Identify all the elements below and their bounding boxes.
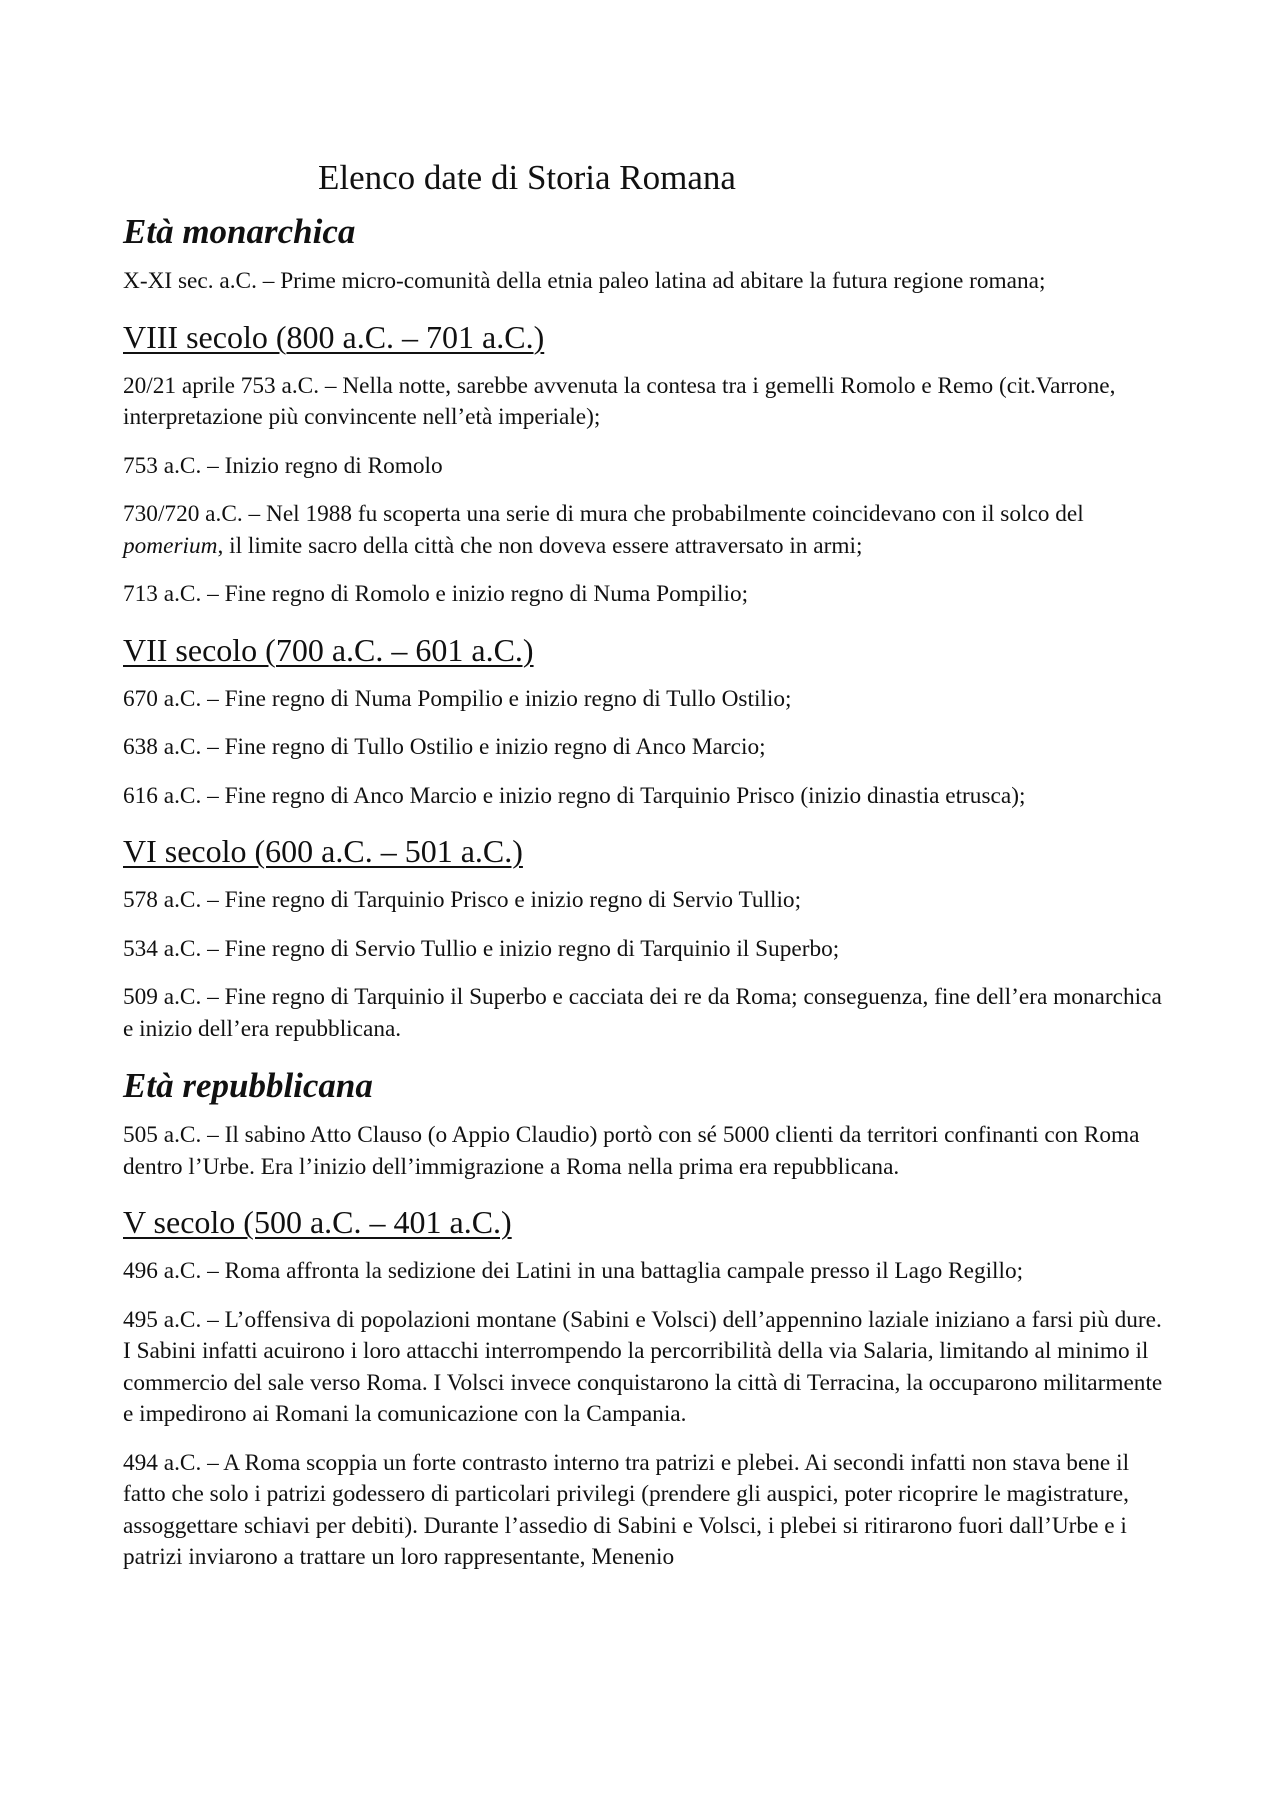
section-heading-monarchica: Età monarchica: [123, 212, 356, 251]
entry-509: 509 a.C. – Fine regno di Tarquinio il Superbo e cacciata dei re da Roma; conseguenza, fine dell’era monarchica e inizio dell’era repubblicana.: [123, 984, 1162, 1042]
entry-730-720: [123, 499, 1163, 562]
century-heading-viii: VIII secolo (800 a.C. – 701 a.C.): [123, 318, 545, 355]
entry-713: 713 a.C. – Fine regno di Romolo e inizio regno di Numa Pompilio;: [123, 581, 749, 607]
entry-730-720-pomerium: pomerium: [123, 532, 218, 559]
entry-616: 616 a.C. – Fine regno di Anco Marcio e inizio regno di Tarquinio Prisco (inizio dinastia etrusca);: [123, 782, 1026, 809]
entry-638: 638 a.C. – Fine regno di Tullo Ostilio e inizio regno di Anco Marcio;: [123, 734, 766, 760]
entry-496: 496 a.C. – Roma affronta la sedizione dei Latini in una battaglia campale presso il Lago Regillo;: [123, 1258, 1024, 1284]
document-title: Elenco date di Storia Romana: [318, 158, 736, 197]
entry-753: 753 a.C. – Inizio regno di Romolo: [123, 452, 443, 479]
entry-670: 670 a.C. – Fine regno di Numa Pompilio e inizio regno di Tullo Ostilio;: [123, 685, 792, 712]
century-heading-v: V secolo (500 a.C. – 401 a.C.): [123, 1204, 512, 1240]
entry-494: 494 a.C. – A Roma scoppia un forte contrasto interno tra patrizi e plebei. Ai secondi infatti non stava bene il fatto che solo i patrizi godessero di particolari privilegi (prendere gli auspici, poter ricoprire le magistrature, assoggettare schiavi per debiti). Durante l’assedio di Sabini e Volsci, i plebei si ritirarono fuori dall’Urbe e i patrizi inviarono a trattare un loro rappresentante, Menenio: [123, 1449, 1130, 1570]
entry-534: 534 a.C. – Fine regno di Servio Tullio e inizio regno di Tarquinio il Superbo;: [123, 935, 840, 962]
document-page: [123, 150, 1163, 1591]
entry-505: 505 a.C. – Il sabino Atto Clauso (o Appio Claudio) portò con sé 5000 clienti da territori confinanti con Roma dentro l’Urbe. Era l’inizio dell’immigrazione a Roma nella prima era repubblicana.: [123, 1122, 1140, 1180]
entry-730-720-part2: , il limite sacro della città che non doveva essere attraversato in armi;: [217, 532, 863, 559]
section-heading-repubblicana: Età repubblicana: [123, 1066, 373, 1105]
entry-753-aprile: 20/21 aprile 753 a.C. – Nella notte, sarebbe avvenuta la contesa tra i gemelli Romolo e Remo (cit.Varrone, interpretazione più convincente nell’età imperiale);: [123, 372, 1116, 430]
entry-578: 578 a.C. – Fine regno di Tarquinio Prisco e inizio regno di Servio Tullio;: [123, 887, 802, 913]
entry-x-xi-sec: X-XI sec. a.C. – Prime micro-comunità della etnia paleo latina ad abitare la futura regione romana;: [123, 268, 1046, 294]
entry-495: 495 a.C. – L’offensiva di popolazioni montane (Sabini e Volsci) dell’appennino laziale iniziano a farsi più dure. I Sabini infatti acuirono i loro attacchi interrompendo la percorribilità della via Salaria, limitando al minimo il commercio del sale verso Roma. I Volsci invece conquistarono la città di Terracina, la occuparono militarmente e impedirono ai Romani la comunicazione con la Campania.: [123, 1306, 1163, 1427]
century-heading-vi: VI secolo (600 a.C. – 501 a.C.): [123, 833, 523, 869]
century-heading-vii: VII secolo (700 a.C. – 601 a.C.): [123, 631, 534, 668]
entry-730-720-part1: 730/720 a.C. – Nel 1988 fu scoperta una serie di mura che probabilmente coincidevano con il solco del: [123, 501, 1084, 527]
